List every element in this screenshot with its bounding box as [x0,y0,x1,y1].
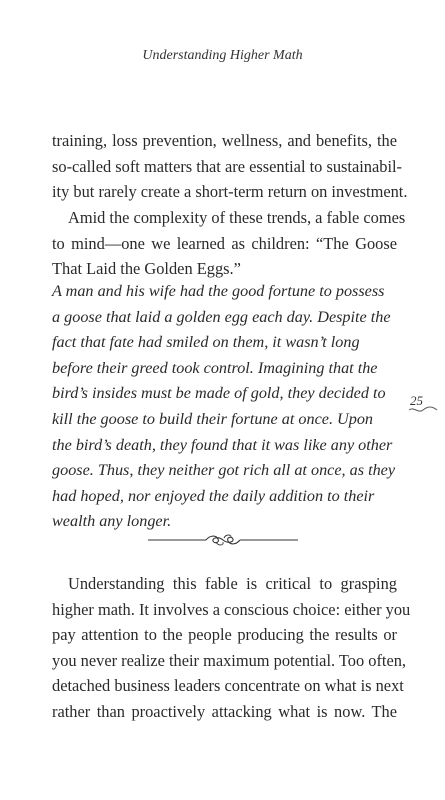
text-line: wealth any longer. [52,512,172,531]
text-line: That Laid the Golden Eggs.” [52,259,241,279]
text-line: detached business leaders concentrate on what is next [52,676,404,696]
text-line: before their greed took control. Imagining that the [52,358,378,377]
text-line: higher math. It involves a conscious choice: either you [52,599,411,619]
text-line: training, loss prevention, wellness, and benefits, the [52,131,397,150]
text-line: you never realize their maximum potential. Too often, [52,650,407,670]
paragraph-continuation [52,128,408,205]
paragraph-fable-intro [52,205,406,282]
folio-flourish-icon [408,405,438,415]
text-line: goose. Thus, they neither got rich all at once, as they [52,461,396,480]
text-line: to mind—one we learned as children: “The Goose [52,233,397,253]
paragraph-higher-math [52,571,411,725]
text-line: A man and his wife had the good fortune to possess [52,282,385,300]
text-line: Amid the complexity of these trends, a fable comes [68,208,406,227]
text-line: pay attention to the people producing the results or [52,625,397,645]
text-line: bird’s insides must be made of gold, they decided to [52,384,386,403]
fable-quote [52,279,397,535]
text-line: the bird’s death, they found that it was like any other [52,435,393,454]
text-line: had hoped, nor enjoyed the daily addition to their [52,486,375,505]
text-line: so-called soft matters that are essential to sustainabil- [52,156,403,176]
text-line: rather than proactively attacking what is now. The [52,701,397,721]
text-line: Understanding this fable is critical to grasping [68,574,397,593]
text-line: ity but rarely create a short-term return on investment. [52,182,408,202]
text-line: fact that fate had smiled on them, it wasn’t long [52,333,360,352]
running-head: Understanding Higher Math [142,48,303,63]
page-number: 25 [410,393,423,408]
scroll-flourish-icon [148,530,298,550]
text-line: kill the goose to build their fortune at once. Upon [52,409,374,428]
text-line: a goose that laid a golden egg each day. Despite the [52,307,391,326]
